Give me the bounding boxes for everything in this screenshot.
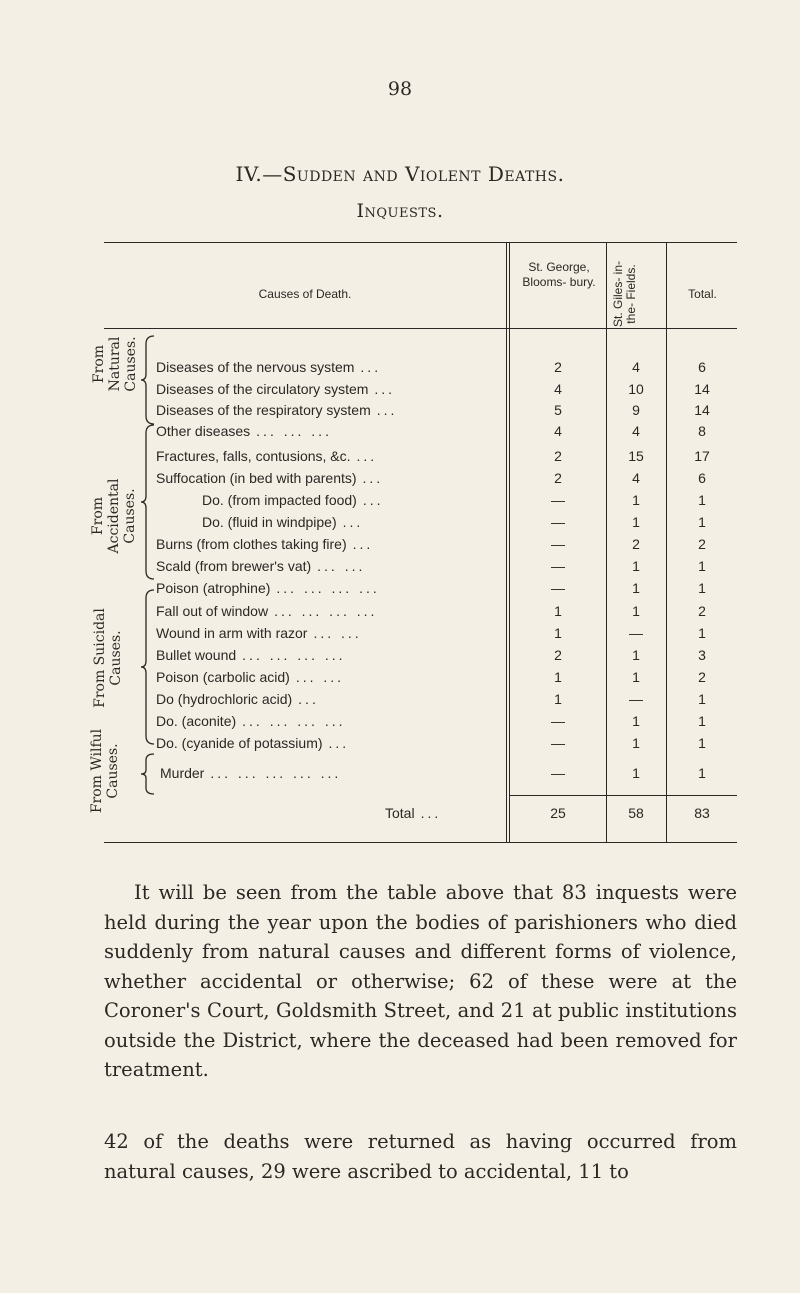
row-st-giles: 4 bbox=[632, 359, 640, 375]
row-cause: Fall out of window bbox=[156, 603, 269, 619]
row-cause: Do. (cyanide of potassium) bbox=[156, 735, 323, 751]
row-total: 1 bbox=[698, 514, 706, 530]
row-st-george: — bbox=[551, 713, 565, 729]
row-st-giles: 1 bbox=[632, 492, 640, 508]
row-cause: Do. (aconite) bbox=[156, 713, 237, 729]
row-st-george: 4 bbox=[554, 381, 562, 397]
table-row: Bullet wound ... ... ... ... 2 1 3 bbox=[0, 644, 800, 666]
inquests-subtitle: Inquests. bbox=[356, 200, 444, 222]
table-top-rule bbox=[104, 242, 737, 243]
row-total: 1 bbox=[698, 691, 706, 707]
row-total: 2 bbox=[698, 536, 706, 552]
row-total: 1 bbox=[698, 713, 706, 729]
table-row: Scald (from brewer's vat) ... ... — 1 1 bbox=[0, 555, 800, 577]
total-total: 83 bbox=[694, 805, 710, 821]
row-st-george: 1 bbox=[554, 625, 562, 641]
row-st-george: — bbox=[551, 492, 565, 508]
row-cause: Do. (from impacted food) bbox=[202, 492, 357, 508]
paragraph-inquests-summary: It will be seen from the table above that 83 inquests were held during the year upon the bodies of parishioners who died suddenly from natural causes and different forms of violence, whether accidental or otherwise; 62 of these were at the Coroner's Court, Goldsmith Street, and 21 at public institutions outside the District, where the deceased had been removed for treatment. bbox=[104, 881, 737, 1081]
row-total: 17 bbox=[694, 448, 710, 464]
total-st-george: 25 bbox=[550, 805, 566, 821]
row-cause: Poison (atrophine) bbox=[156, 580, 271, 596]
row-st-george: 4 bbox=[554, 423, 562, 439]
group-suicidal-label: From Suicidal Causes. bbox=[92, 608, 124, 708]
row-total: 6 bbox=[698, 470, 706, 486]
row-total: 2 bbox=[698, 669, 706, 685]
row-st-giles: 1 bbox=[632, 603, 640, 619]
table-row: Do. (from impacted food) ... — 1 1 bbox=[0, 489, 800, 511]
table-row: Do. (cyanide of potassium) ... — 1 1 bbox=[0, 732, 800, 754]
row-total: 3 bbox=[698, 647, 706, 663]
total-row-rule bbox=[510, 795, 737, 796]
row-st-george: 1 bbox=[554, 669, 562, 685]
row-total: 2 bbox=[698, 603, 706, 619]
table-row: Diseases of the circulatory system ... 4 10 14 bbox=[0, 378, 800, 400]
total-row: Total ... 25 58 83 bbox=[0, 802, 800, 824]
row-total: 14 bbox=[694, 402, 710, 418]
group-wilful-label: From Wilful Causes. bbox=[89, 728, 121, 814]
row-st-giles: 1 bbox=[632, 669, 640, 685]
row-st-george: — bbox=[551, 580, 565, 596]
row-cause: Scald (from brewer's vat) bbox=[156, 558, 312, 574]
table-row: Fall out of window ... ... ... ... 1 1 2 bbox=[0, 600, 800, 622]
header-st-george: St. George, Blooms- bury. bbox=[522, 260, 596, 289]
row-st-george: 2 bbox=[554, 359, 562, 375]
row-st-giles: 9 bbox=[632, 402, 640, 418]
table-row: Burns (from clothes taking fire) ... — 2 2 bbox=[0, 533, 800, 555]
row-st-giles: — bbox=[629, 691, 643, 707]
row-st-giles: 1 bbox=[632, 514, 640, 530]
table-row: Murder ... ... ... ... ... — 1 1 bbox=[0, 762, 800, 784]
row-st-george: 2 bbox=[554, 647, 562, 663]
row-st-giles: 15 bbox=[628, 448, 644, 464]
row-total: 1 bbox=[698, 492, 706, 508]
row-st-george: — bbox=[551, 735, 565, 751]
row-total: 8 bbox=[698, 423, 706, 439]
row-total: 1 bbox=[698, 625, 706, 641]
row-st-giles: — bbox=[629, 625, 643, 641]
header-st-giles: St. Giles- in-the- Fields. bbox=[611, 261, 638, 328]
row-total: 14 bbox=[694, 381, 710, 397]
row-total: 1 bbox=[698, 765, 706, 781]
row-st-george: — bbox=[551, 514, 565, 530]
row-cause: Fractures, falls, contusions, &c. bbox=[156, 448, 351, 464]
row-cause: Do. (fluid in windpipe) bbox=[202, 514, 337, 530]
header-causes: Causes of Death. bbox=[258, 287, 352, 301]
section-title-text: Sudden and Violent Deaths. bbox=[282, 162, 565, 186]
row-st-giles: 2 bbox=[632, 536, 640, 552]
row-st-giles: 4 bbox=[632, 470, 640, 486]
table-row: Do (hydrochloric acid) ... 1 — 1 bbox=[0, 688, 800, 710]
row-cause: Burns (from clothes taking fire) bbox=[156, 536, 347, 552]
row-st-giles: 1 bbox=[632, 580, 640, 596]
header-total: Total. bbox=[688, 287, 717, 301]
table-bottom-rule bbox=[104, 842, 737, 843]
row-st-george: 1 bbox=[554, 691, 562, 707]
row-total: 1 bbox=[698, 558, 706, 574]
table-row: Do. (fluid in windpipe) ... — 1 1 bbox=[0, 511, 800, 533]
row-st-giles: 4 bbox=[632, 423, 640, 439]
table-row: Diseases of the respiratory system ... 5 9 14 bbox=[0, 399, 800, 421]
row-cause: Suffocation (in bed with parents) bbox=[156, 470, 357, 486]
table-row: Diseases of the nervous system ... 2 4 6 bbox=[0, 356, 800, 378]
row-st-giles: 1 bbox=[632, 765, 640, 781]
table-row: Other diseases ... ... ... 4 4 8 bbox=[0, 420, 800, 442]
table-row: Suffocation (in bed with parents) ... 2 4 6 bbox=[0, 467, 800, 489]
row-st-george: — bbox=[551, 536, 565, 552]
row-cause: Diseases of the respiratory system bbox=[156, 402, 371, 418]
row-total: 1 bbox=[698, 580, 706, 596]
row-cause: Poison (carbolic acid) bbox=[156, 669, 290, 685]
row-st-george: 2 bbox=[554, 470, 562, 486]
row-st-george: — bbox=[551, 765, 565, 781]
total-st-giles: 58 bbox=[628, 805, 644, 821]
row-cause: Other diseases bbox=[156, 423, 251, 439]
page-number: 98 bbox=[387, 78, 413, 100]
table-row: Poison (carbolic acid) ... ... 1 1 2 bbox=[0, 666, 800, 688]
row-cause: Diseases of the nervous system bbox=[156, 359, 355, 375]
row-st-giles: 1 bbox=[632, 713, 640, 729]
row-st-george: 2 bbox=[554, 448, 562, 464]
group-natural-label: From Natural Causes. bbox=[91, 336, 139, 392]
group-accidental-label: From Accidental Causes. bbox=[90, 478, 138, 554]
row-st-george: 5 bbox=[554, 402, 562, 418]
section-roman: IV.— bbox=[235, 162, 283, 186]
row-cause: Bullet wound bbox=[156, 647, 237, 663]
row-cause: Diseases of the circulatory system bbox=[156, 381, 369, 397]
row-st-giles: 1 bbox=[632, 735, 640, 751]
row-cause: Murder bbox=[160, 765, 205, 781]
row-cause: Wound in arm with razor bbox=[156, 625, 308, 641]
table-row: Wound in arm with razor ... ... 1 — 1 bbox=[0, 622, 800, 644]
table-row: Do. (aconite) ... ... ... ... — 1 1 bbox=[0, 710, 800, 732]
row-st-giles: 10 bbox=[628, 381, 644, 397]
table-row: Poison (atrophine) ... ... ... ... — 1 1 bbox=[0, 577, 800, 599]
row-total: 1 bbox=[698, 735, 706, 751]
row-st-giles: 1 bbox=[632, 558, 640, 574]
row-st-giles: 1 bbox=[632, 647, 640, 663]
row-st-george: 1 bbox=[554, 603, 562, 619]
row-st-george: — bbox=[551, 558, 565, 574]
row-total: 6 bbox=[698, 359, 706, 375]
table-row: Fractures, falls, contusions, &c. ... 2 15 17 bbox=[0, 445, 800, 467]
total-label: Total bbox=[385, 805, 415, 821]
row-cause: Do (hydrochloric acid) bbox=[156, 691, 293, 707]
paragraph-cause-breakdown: 42 of the deaths were returned as having occurred from natural causes, 29 were ascribed to accidental, 11 to bbox=[104, 1130, 737, 1183]
